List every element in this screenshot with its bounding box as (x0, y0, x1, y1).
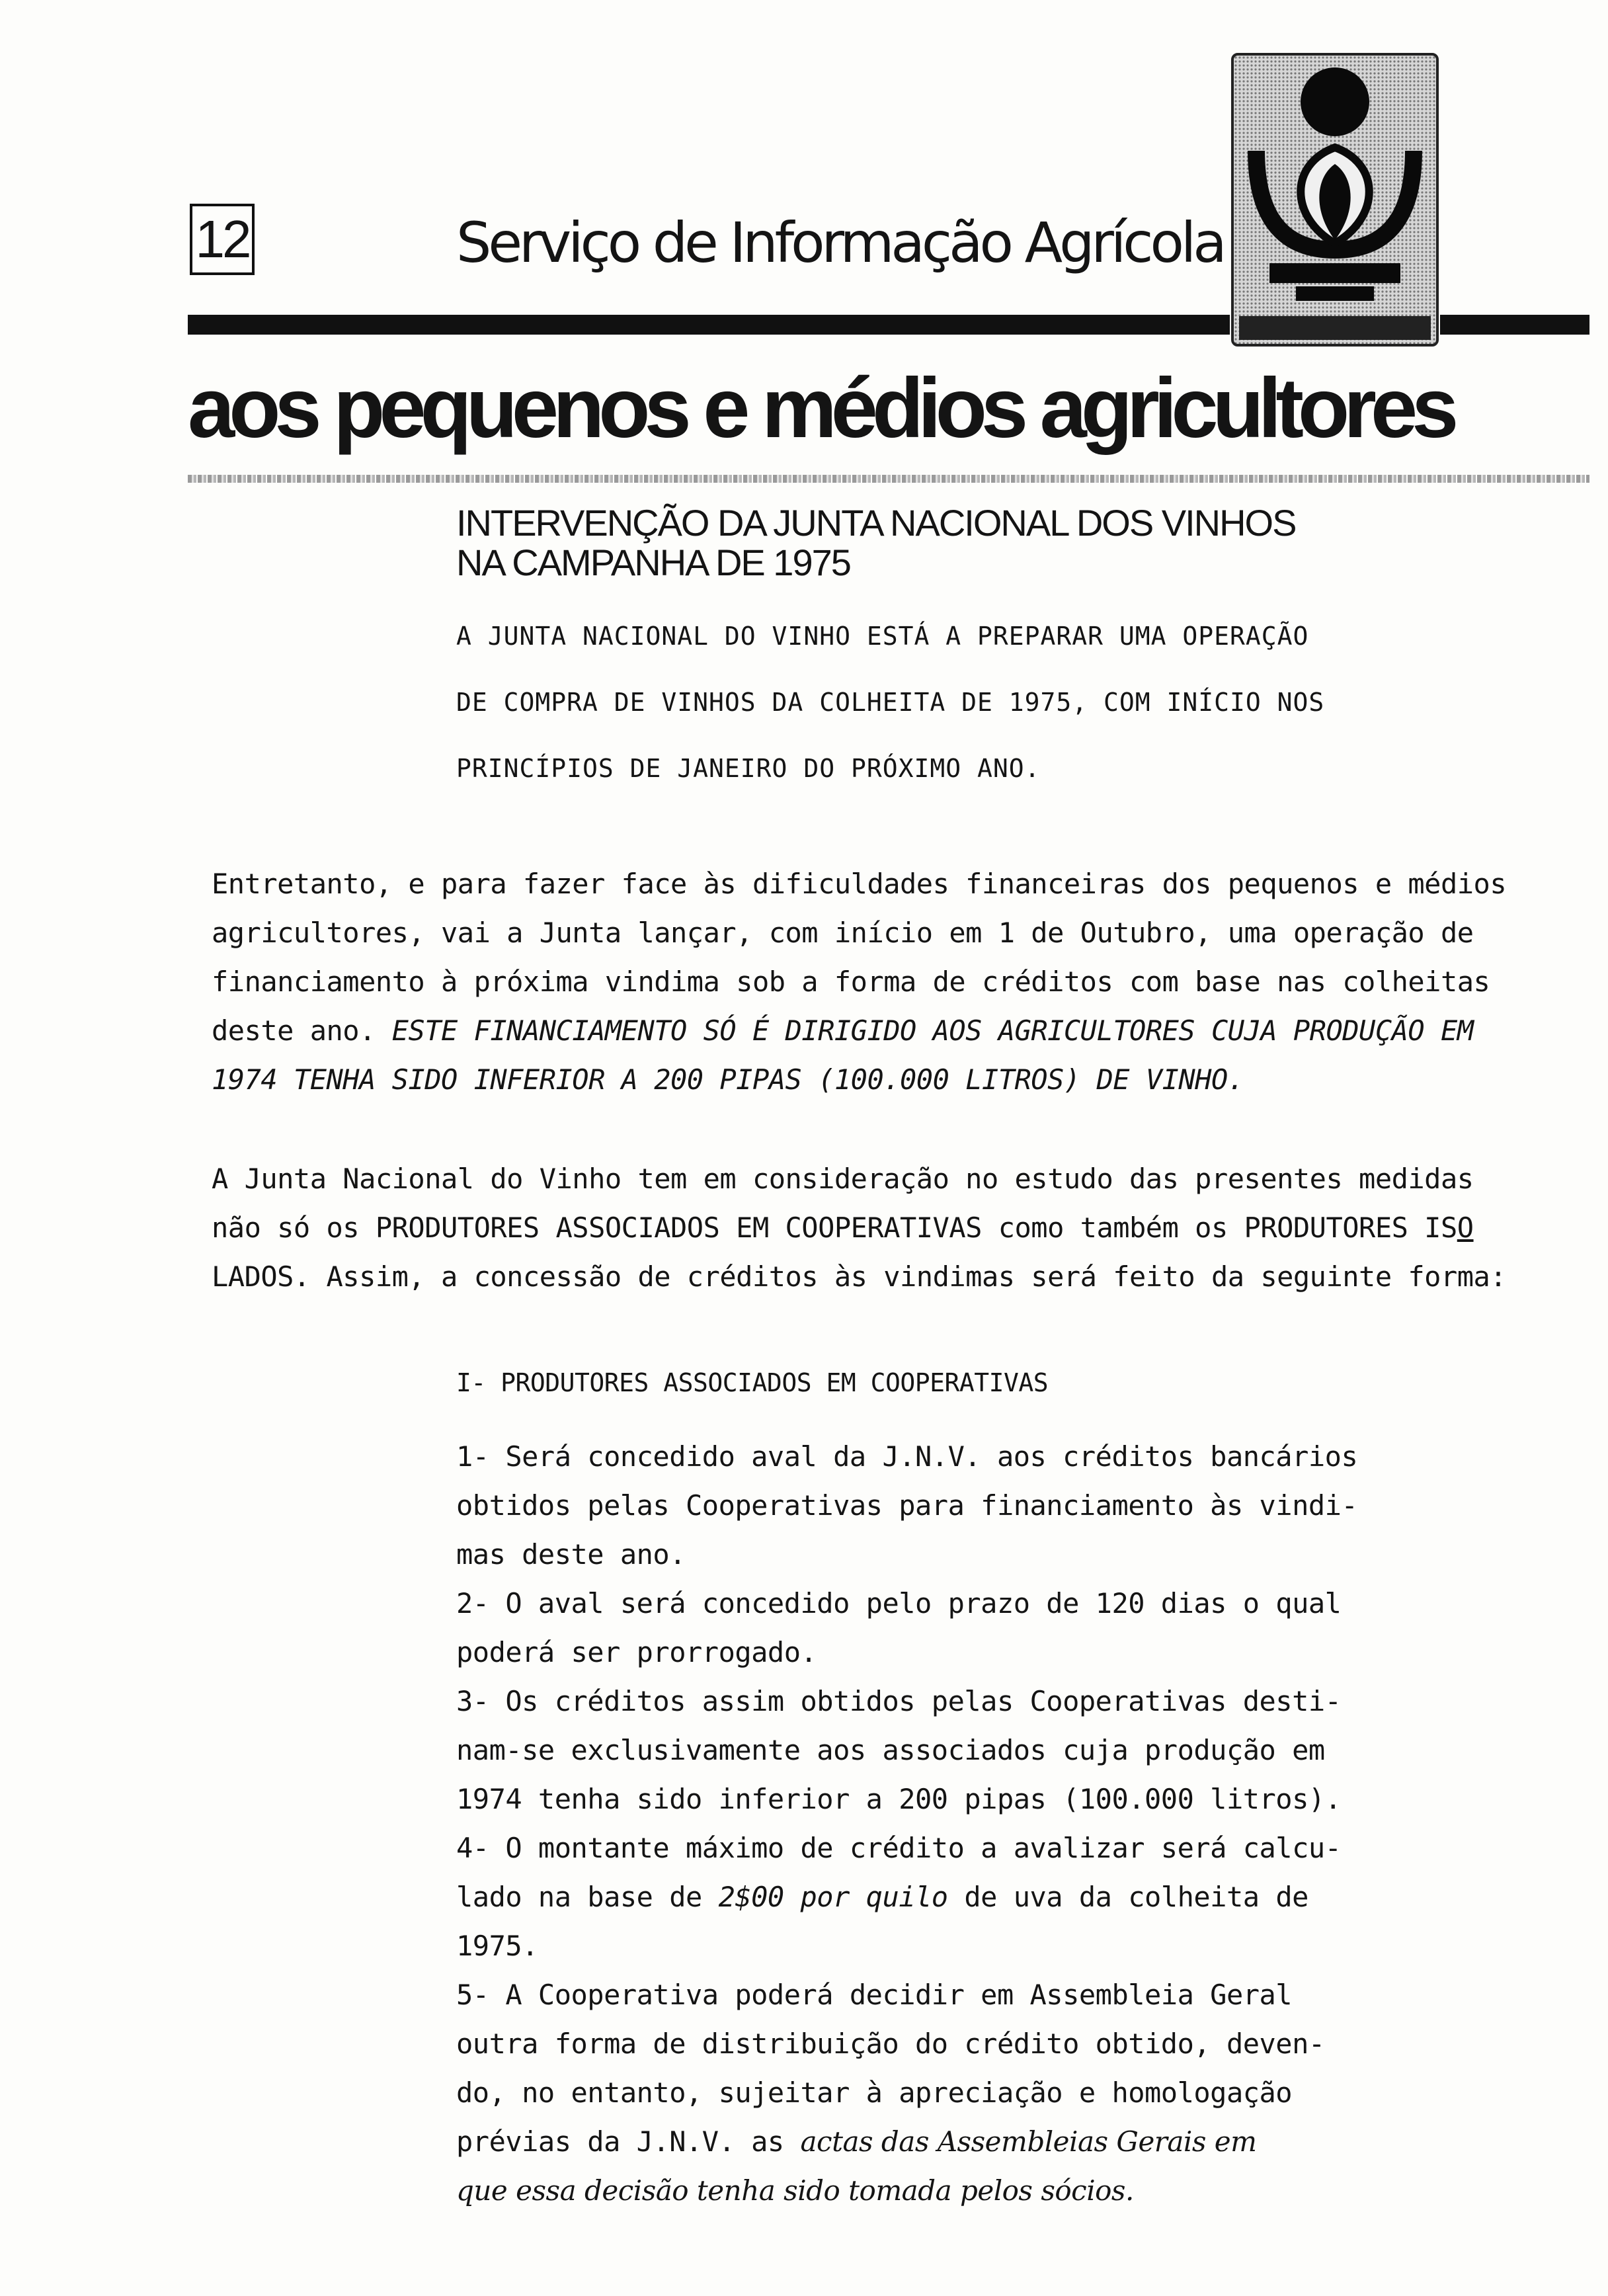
item-4-text: de uva da colheita de (947, 1881, 1308, 1913)
item-1-line: obtidos pelas Cooperativas para financiamento às vindi- (456, 1489, 1358, 1522)
lead-line: DE COMPRA DE VINHOS DA COLHEITA DE 1975, COM INÍCIO NOS (456, 688, 1325, 717)
item-5-line: que essa decisão tenha sido tomada pelos sócios. (456, 2174, 1134, 2207)
paragraph-2-text: não só os PRODUTORES ASSOCIADOS EM COOPERATIVAS como também os PRODUTORES IS (212, 1211, 1457, 1244)
item-1-line: 1- Será concedido aval da J.N.V. aos créditos bancários (456, 1440, 1358, 1473)
paragraph-2-line: LADOS. Assim, a concessão de créditos às vindimas será feito da seguinte forma: (212, 1260, 1507, 1293)
item-4-text: lado na base de (456, 1881, 719, 1913)
headline: aos pequenos e médios agricultores (188, 361, 1453, 456)
article-title-line-1: INTERVENÇÃO DA JUNTA NACIONAL DOS VINHOS (456, 502, 1296, 544)
item-5-text: prévias da J.N.V. as (456, 2125, 801, 2158)
financing-notice: ESTE FINANCIAMENTO SÓ É DIRIGIDO AOS AGRICULTORES CUJA PRODUÇÃO EM (391, 1014, 1474, 1047)
paragraph-1-line: agricultores, vai a Junta lançar, com início em 1 de Outubro, uma operação de (212, 917, 1474, 949)
header-rule (188, 315, 1230, 335)
agriculture-logo-emblem (1230, 52, 1440, 348)
assembly-minutes-note: actas das Assembleias Gerais em (800, 2125, 1257, 2158)
service-name: Serviço de Informação Agrícola (456, 210, 1224, 275)
paragraph-1-line (212, 1006, 1474, 1055)
item-3-line: 3- Os créditos assim obtidos pelas Cooperativas desti- (456, 1685, 1342, 1717)
page-number: 12 (190, 204, 255, 275)
item-4-line (456, 1873, 1308, 1922)
lead-line: A JUNTA NACIONAL DO VINHO ESTÁ A PREPARAR UMA OPERAÇÃO (456, 622, 1309, 651)
item-5-line: outra forma de distribuição do crédito obtido, deven- (456, 2028, 1325, 2060)
item-4-line: 1975. (456, 1930, 538, 1962)
paragraph-1-line: Entretanto, e para fazer face às dificuldades financeiras dos pequenos e médios (212, 868, 1507, 900)
paragraph-2-line: A Junta Nacional do Vinho tem em consideração no estudo das presentes medidas (212, 1163, 1474, 1195)
lead-line: PRINCÍPIOS DE JANEIRO DO PRÓXIMO ANO. (456, 754, 1041, 783)
paragraph-1-line: financiamento à próxima vindima sob a forma de créditos com base nas colheitas (212, 965, 1490, 998)
header-rule-right (1440, 315, 1589, 335)
item-5-line (456, 2117, 1256, 2166)
item-5-line: 5- A Cooperativa poderá decidir em Assembleia Geral (456, 1979, 1293, 2011)
item-3-line: nam-se exclusivamente aos associados cuja produção em (456, 1734, 1325, 1766)
item-3-line: 1974 tenha sido inferior a 200 pipas (100.000 litros). (456, 1783, 1342, 1815)
paragraph-1-text: deste ano. (212, 1014, 392, 1047)
price-per-kilo: 2$00 por quilo (718, 1881, 948, 1913)
underlined-letter: O (1457, 1211, 1474, 1244)
section-heading: I- PRODUTORES ASSOCIADOS EM COOPERATIVAS (456, 1368, 1049, 1397)
item-5-line: do, no entanto, sujeitar à apreciação e homologação (456, 2076, 1293, 2109)
paragraph-2-line (212, 1204, 1474, 1252)
item-1-line: mas deste ano. (456, 1538, 686, 1571)
item-4-line: 4- O montante máximo de crédito a avalizar será calcu- (456, 1832, 1342, 1864)
article-title-line-2: NA CAMPANHA DE 1975 (456, 542, 850, 583)
item-2-line: poderá ser prorrogado. (456, 1636, 817, 1668)
financing-notice-line: 1974 TENHA SIDO INFERIOR A 200 PIPAS (100.000 LITROS) DE VINHO. (212, 1063, 1244, 1096)
item-2-line: 2- O aval será concedido pelo prazo de 120 dias o qual (456, 1587, 1342, 1620)
dotted-rule (188, 475, 1589, 483)
